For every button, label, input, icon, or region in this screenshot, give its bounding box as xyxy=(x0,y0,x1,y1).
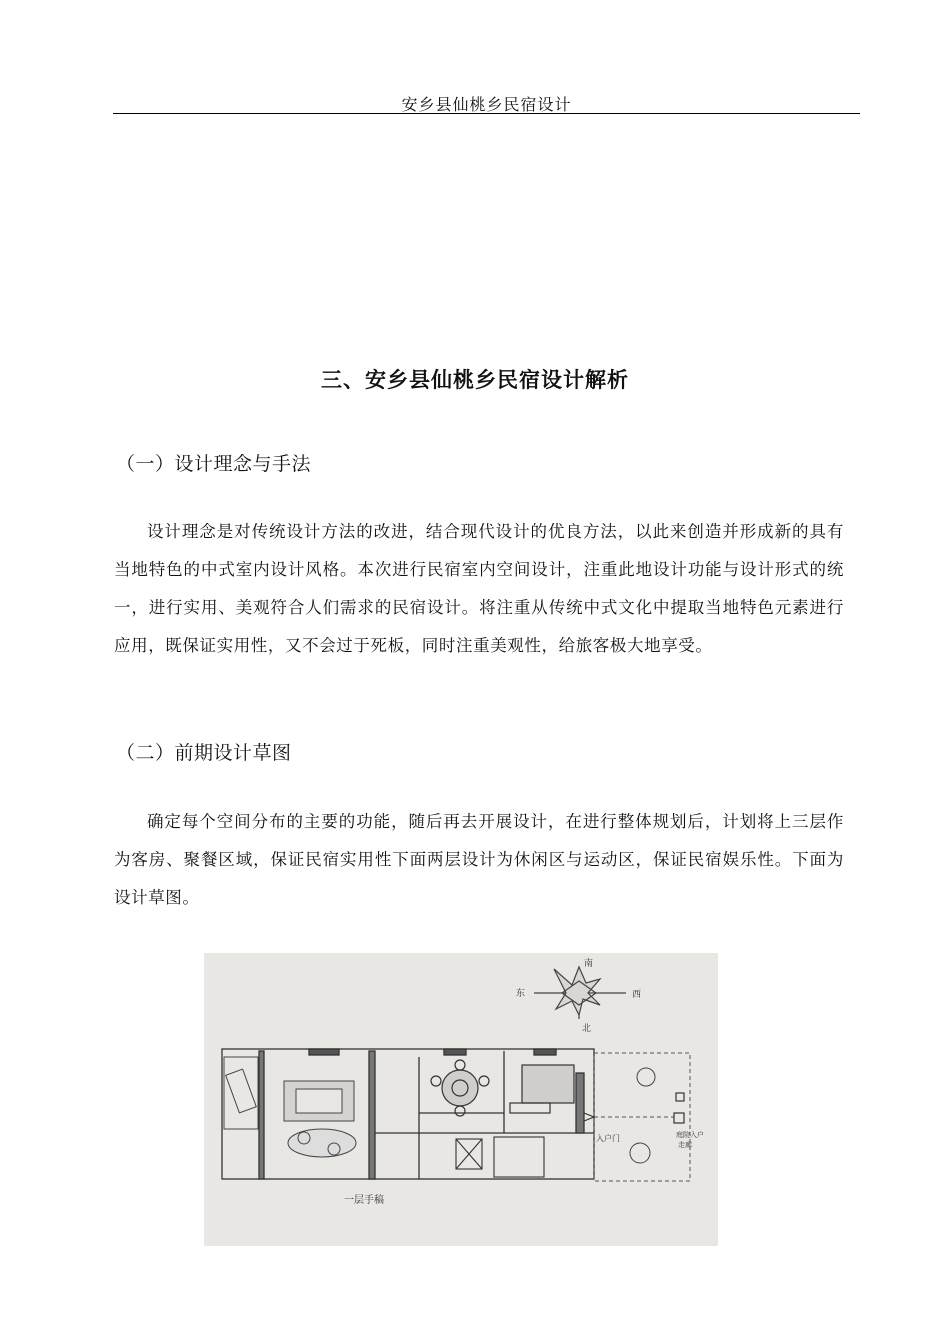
sketch-caption: 一层手稿 xyxy=(344,1195,384,1206)
running-header-title: 安乡县仙桃乡民宿设计 xyxy=(401,95,572,114)
floor-plan-sketch xyxy=(204,953,718,1246)
floor-plan-drawing xyxy=(204,953,718,1246)
entrance-label: 入户门 xyxy=(596,1134,620,1143)
compass-north: 北 xyxy=(582,1024,592,1034)
chapter-title: 三、安乡县仙桃乡民宿设计解析 xyxy=(321,368,629,392)
section-1-paragraph: 设计理念是对传统设计方法的改进，结合现代设计的优良方法，以此来创造并形成新的具有当地特色的中式室内设计风格。本次进行民宿室内空间设计，注重此地设计功能与设计形式的统一，进行实用、美观符合人们需求的民宿设计。将注重从传统中式文化中提取当地特色元素进行应用，既保证实用性，又不会过于死板，同时注重美观性，给旅客极大地享受。 xyxy=(114,522,844,655)
courtyard-entry-label: 庭院入户 xyxy=(676,1131,704,1139)
section-2-paragraph: 确定每个空间分布的主要的功能，随后再去开展设计，在进行整体规划后，计划将上三层作为客房、聚餐区域，保证民宿实用性下面两层设计为休闲区与运动区，保证民宿娱乐性。下面为设计草图。 xyxy=(114,812,844,907)
corridor-label: 走廊 xyxy=(678,1141,692,1149)
compass-west: 西 xyxy=(632,990,642,1000)
section-heading-2: （二）前期设计草图 xyxy=(116,742,292,764)
header-rule xyxy=(113,113,860,114)
compass-south: 南 xyxy=(584,959,594,969)
compass-east: 东 xyxy=(516,989,526,999)
section-heading-1: （一）设计理念与手法 xyxy=(116,453,312,475)
living-room-furniture xyxy=(284,1081,356,1157)
